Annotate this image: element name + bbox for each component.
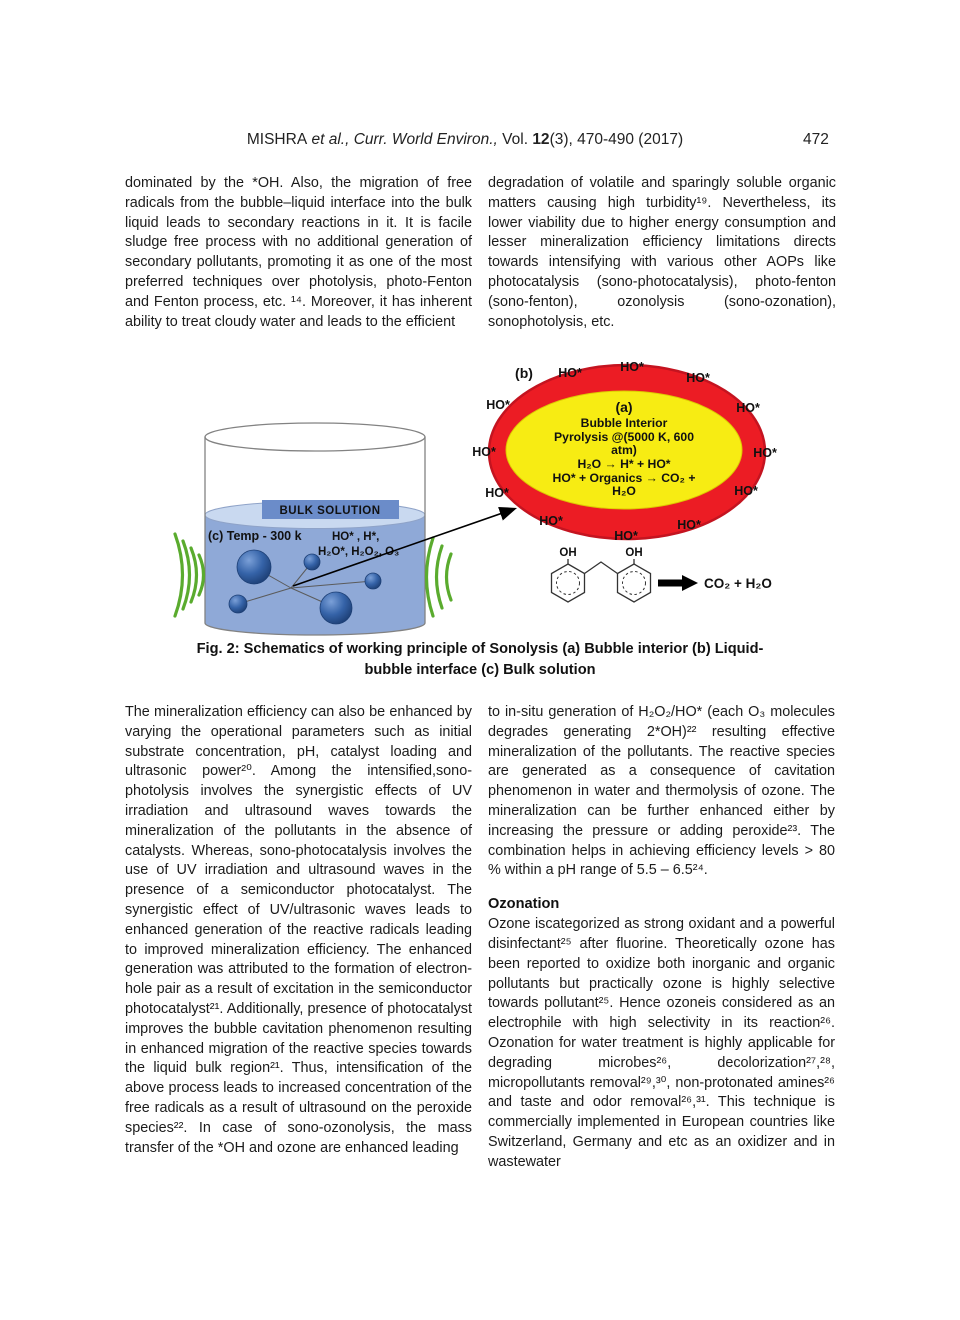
oh-label: OH	[559, 547, 577, 559]
sound-wave-arc	[191, 548, 197, 602]
radical-label: HO*	[486, 398, 510, 412]
interior-line: atm)	[611, 443, 637, 457]
radical-label: HO*	[677, 518, 701, 532]
interior-line: Pyrolysis @(5000 K, 600	[554, 430, 694, 444]
sound-waves-left	[175, 534, 204, 616]
volume-label: Vol.	[502, 131, 533, 148]
bottom-right-paragraph-2: Ozone iscategorized as strong oxidant and a powerful disinfectant²⁵ after fluorine. Theoretically ozone has been reported to oxidize both inorganic and organic pollutants but practically ozone is highly selective towards pollutant²⁵. Hence ozoneis considered as an electrophile with high selectivity in its reaction²⁶. Ozonation for water treatment is highly applicable for degrading microbes²⁶, decolorization²⁷,²⁸, micropollutants removal²⁹,³⁰, non-protonated amines²⁶ and taste and odor removal²⁶,³¹. This technique is commercially implemented in European countries like Switzerland, Germany and etc as an oxidizer and in wastewater	[488, 916, 835, 1170]
bottom-right-paragraph-1: to in-situ generation of H₂O₂/HO* (each O₃ molecules degrades generating 2*OH)²² resulting effective mineralization of the pollutants. The reactive species are generated as a consequence of cavitation phenomenon in water and thermolysis of ozone. The mineralization can be further enhanced either by increasing the pressure or adding peroxide²³. The combination helps in achieving efficiency levels > 80 % within a pH range of 5.5 – 6.5²⁴.	[488, 704, 835, 879]
volume-number: 12	[532, 131, 550, 148]
interior-line: H₂O	[612, 484, 636, 498]
caption-line-2: bubble interface (c) Bulk solution	[364, 662, 596, 678]
author-name: MISHRA	[246, 131, 308, 148]
cavitation-bubble	[229, 595, 247, 613]
product-label: CO₂ + H₂O	[704, 576, 772, 591]
interior-line: HO* + Organics → CO₂ +	[552, 471, 696, 485]
top-right-paragraph: degradation of volatile and sparingly soluble organic matters causing high turbidity¹⁹. Nevertheless, its lower viability due to higher energy consumption and lesser mineralization efficiency limitations directs towards intensifying with various other AOPs like photocatalysis (sono-photocatalysis), photo-fenton (sono-fenton), ozonolysis (sono-ozonation), sonophotolysis, etc.	[488, 175, 836, 330]
bulk-solution-label: BULK SOLUTION	[279, 505, 381, 517]
radical-label: HO*	[686, 371, 710, 385]
radical-label: HO*	[734, 484, 758, 498]
panel-a-label: (a)	[615, 399, 633, 415]
reaction-arrow	[658, 575, 698, 591]
cavitation-bubble	[365, 573, 381, 589]
etal-text: et al.,	[307, 131, 354, 148]
radical-label: HO*	[472, 445, 496, 459]
sound-wave-arc	[199, 555, 204, 595]
interior-line: Bubble Interior	[580, 416, 668, 430]
aromatic-circle	[623, 572, 646, 595]
issue-pages: (3), 470-490 (2017)	[549, 131, 684, 148]
page-header	[125, 131, 805, 149]
caption-line-1: Fig. 2: Schematics of working principle of Sonolysis (a) Bubble interior (b) Liquid-	[196, 641, 764, 657]
radical-label: HO*	[736, 401, 760, 415]
sound-waves-right	[427, 538, 452, 616]
oh-label: OH	[625, 547, 643, 559]
top-left-paragraph: dominated by the *OH. Also, the migration of free radicals from the bubble–liquid interface into the bulk liquid leads to secondary reactions in it. It is facile sludge free process with no additional generation of secondary pollutants, promoting it as one of the most preferred techniques over photolysis, photo-Fenton and Fenton process, etc. ¹⁴. Moreover, it has inherent ability to treat cloudy water and leads to the efficient	[125, 175, 472, 330]
interior-line: H₂O → H* + HO*	[577, 457, 671, 471]
radical-label: HO*	[753, 446, 777, 460]
bridge-bond	[585, 562, 618, 574]
beaker-rim	[205, 423, 425, 451]
aromatic-circle	[557, 572, 580, 595]
sound-wave-arc	[427, 538, 434, 616]
figure-sonolysis	[130, 352, 830, 642]
radical-label: HO*	[614, 529, 638, 543]
figure-canvas	[130, 352, 830, 642]
temp-label: (c) Temp - 300 k	[208, 529, 302, 543]
sound-wave-arc	[447, 554, 452, 600]
sound-wave-arc	[175, 534, 183, 616]
cavitation-bubble	[304, 554, 320, 570]
species-line-1: HO* , H*,	[332, 531, 380, 543]
radical-label: HO*	[485, 486, 509, 500]
radical-label: HO*	[620, 360, 644, 374]
phenol-structure	[552, 559, 651, 602]
bottom-right-column	[488, 703, 835, 1173]
ozonation-heading: Ozonation	[488, 896, 560, 913]
figure-caption	[125, 639, 835, 681]
radical-label: HO*	[558, 366, 582, 380]
panel-b-label: (b)	[515, 365, 533, 381]
species-line-2: H₂O*, H₂O₂, O₃	[318, 546, 400, 558]
sound-wave-arc	[437, 546, 443, 608]
cavitation-bubble	[320, 592, 352, 624]
journal-name: Curr. World Environ.,	[353, 131, 503, 148]
bottom-left-paragraph: The mineralization efficiency can also be enhanced by varying the operational parameters such as initial substrate concentration, pH, catalyst loading and ultrasonic power²⁰. Among the intensified,sono-photolysis involves the synergistic effects of UV irradiation and ultrasound waves towards the mineralization of the pollutants in the absence of catalysts. Whereas, sono-photocatalysis involves the use of UV irradiation and ultrasound waves in the presence of a semiconductor photocatalyst. The synergistic effect of UV/ultrasonic waves leads to enhanced generation of the reactive radicals leading to improved mineralization efficiency. The enhanced generation was attributed to the formation of electron-hole pair as a result of excitation in the semiconductor photocatalyst²¹. Additionally, presence of photocatalyst improves the bubble cavitation phenomenon resulting in enhanced migration of the reactive species towards the liquid bulk region²¹. Thus, intensification of the above process leads to increased concentration of the free radicals as a result of ultrasound on the peroxide species²². In case of sono-ozonolysis, the mass transfer of the *OH and ozone are enhanced leading	[125, 704, 472, 1156]
cavitation-bubble	[237, 550, 271, 584]
radical-label: HO*	[539, 514, 563, 528]
page-number: 472	[803, 131, 829, 148]
